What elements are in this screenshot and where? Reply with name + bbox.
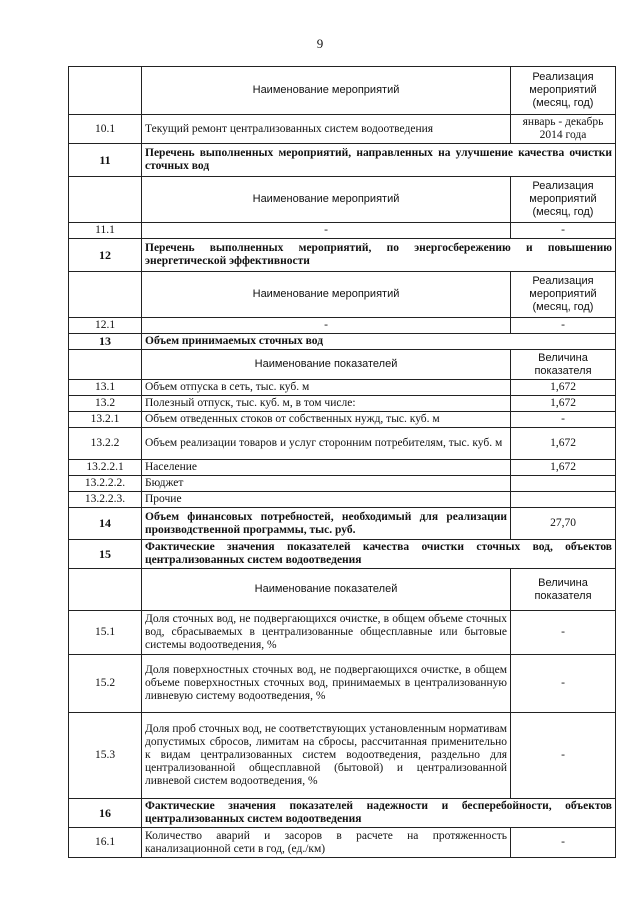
row-name: Население [142,460,511,476]
row-number: 10.1 [69,115,142,144]
program-table [68,66,616,858]
header-value: Величина показателя [511,569,616,611]
table-row [69,115,616,144]
row-number: 16.1 [69,828,142,858]
row-name: Полезный отпуск, тыс. куб. м, в том числе: [142,396,511,412]
row-number: 13.2.2.1 [69,460,142,476]
row-number: 15.3 [69,713,142,799]
header-implementation: Реализация мероприятий (месяц, год) [511,272,616,318]
header-indicator-name: Наименование показателей [142,350,511,380]
row-number: 13.2.2.3. [69,492,142,508]
section-number: 15 [69,540,142,569]
section-title: Фактические значения показателей качества очистки сточных вод, объектов централизованных систем водоотведения [142,540,616,569]
row-value: 1,672 [511,380,616,396]
section-row [69,508,616,540]
section-row [69,799,616,828]
table-row [69,476,616,492]
row-implementation: январь - декабрь 2014 года [511,115,616,144]
table-row [69,223,616,239]
row-implementation: - [511,223,616,239]
section-number: 12 [69,239,142,272]
row-number: 13.2.2.2. [69,476,142,492]
row-name: Прочие [142,492,511,508]
header-row [69,177,616,223]
row-name: Доля сточных вод, не подвергающихся очистке, в общем объеме сточных вод, сбрасываемых в централизованные общесплавные или бытовые системы водоотведения, % [142,611,511,655]
row-value: - [511,655,616,713]
table-row [69,828,616,858]
section-title: Перечень выполненных мероприятий, по энергосбережению и повышению энергетической эффективности [142,239,616,272]
row-number: 13.2.1 [69,412,142,428]
section-number: 16 [69,799,142,828]
row-number: 13.1 [69,380,142,396]
section-row [69,239,616,272]
row-value: - [511,611,616,655]
row-value: 1,672 [511,428,616,460]
section-title: Объем финансовых потребностей, необходимый для реализации производственной программы, тыс. руб. [142,508,511,540]
header-row [69,350,616,380]
section-number: 13 [69,334,142,350]
row-value: 1,672 [511,396,616,412]
section-row [69,334,616,350]
row-value: - [511,412,616,428]
header-implementation: Реализация мероприятий (месяц, год) [511,67,616,115]
row-name: - [142,223,511,239]
header-event-name: Наименование мероприятий [142,272,511,318]
row-name: Доля проб сточных вод, не соответствующих установленным нормативам допустимых сбросов, лимитам на сбросы, рассчитанная применительно к видам централизованных систем водоотведения, раздельно для централизованной общесплавной (бытовой) и централизованной ливневой систем водоотведения, % [142,713,511,799]
header-row [69,67,616,115]
page-number: 9 [316,36,324,51]
row-value [511,476,616,492]
table-row [69,428,616,460]
row-number: 13.2 [69,396,142,412]
section-title: Фактические значения показателей надежности и бесперебойности, объектов централизованных систем водоотведения [142,799,616,828]
row-value: - [511,828,616,858]
header-value: Величина показателя [511,350,616,380]
table-row [69,611,616,655]
row-value: 1,672 [511,460,616,476]
header-event-name: Наименование мероприятий [142,177,511,223]
section-row [69,540,616,569]
row-value: 27,70 [511,508,616,540]
header-implementation: Реализация мероприятий (месяц, год) [511,177,616,223]
table-row [69,713,616,799]
row-name: Количество аварий и засоров в расчете на протяженность канализационной сети в год, (ед./км) [142,828,511,858]
header-event-name: Наименование мероприятий [142,67,511,115]
section-title: Перечень выполненных мероприятий, направленных на улучшение качества очистки сточных вод [142,144,616,177]
table-row [69,655,616,713]
table-row [69,396,616,412]
table-row [69,318,616,334]
row-name: Объем отпуска в сеть, тыс. куб. м [142,380,511,396]
table-row [69,380,616,396]
section-row [69,144,616,177]
row-number: 13.2.2 [69,428,142,460]
table-row [69,412,616,428]
row-value [511,492,616,508]
row-number: 12.1 [69,318,142,334]
row-name: Доля поверхностных сточных вод, не подвергающихся очистке, в общем объеме поверхностных сточных вод, принимаемых в централизованную ливневую систему водоотведения, % [142,655,511,713]
row-number: 15.1 [69,611,142,655]
row-implementation: - [511,318,616,334]
row-name: Объем отведенных стоков от собственных нужд, тыс. куб. м [142,412,511,428]
header-indicator-name: Наименование показателей [142,569,511,611]
table-row [69,460,616,476]
section-title: Объем принимаемых сточных вод [142,334,616,350]
section-number: 14 [69,508,142,540]
row-name: Текущий ремонт централизованных систем водоотведения [142,115,511,144]
row-name: Объем реализации товаров и услуг сторонним потребителям, тыс. куб. м [142,428,511,460]
row-name: - [142,318,511,334]
row-number: 15.2 [69,655,142,713]
header-row [69,272,616,318]
row-name: Бюджет [142,476,511,492]
header-row [69,569,616,611]
section-number: 11 [69,144,142,177]
table-row [69,492,616,508]
row-number: 11.1 [69,223,142,239]
row-value: - [511,713,616,799]
